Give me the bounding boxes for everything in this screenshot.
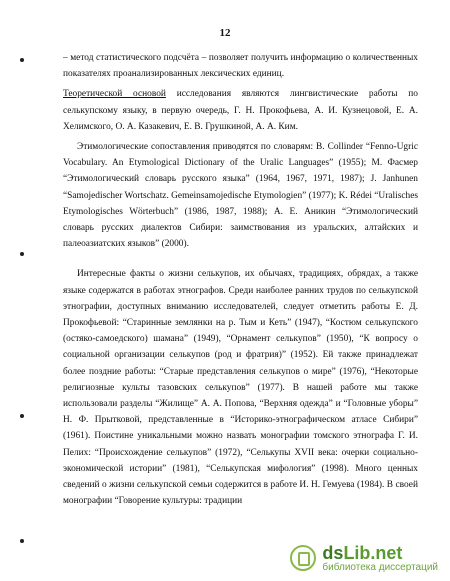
watermark-text xyxy=(322,544,438,573)
watermark-subtitle: библиотека диссертаций xyxy=(322,561,438,573)
page-number: 12 xyxy=(219,27,231,39)
paragraph-methods: – метод статистического подсчёта – позволяет получить информацию о количественных показателях проанализированных лексических единиц. xyxy=(63,53,418,80)
margin-bullet xyxy=(20,539,24,543)
document-body xyxy=(63,50,418,509)
margin-bullet xyxy=(20,414,24,418)
paragraph-etymology: Этимологические сопоставления приводятся по словарям: B. Collinder “Fenno-Ugric Vocabulary. An Etymological Dictionary of the Uralic Languages” (1955); М. Фасмер “Этимологический словарь русского языка” (1964, 1967, 1971, 1987); J. Janhunen “Samojedischer Wortschatz. Gemeinsamojedische Etymologien” (1977); K. Rédei “Uralisches Etymologisches Wörterbuch” (1986, 1987, 1988); А. Е. Аникин “Этимологический словарь русских диалектов Сибири: заимствования из уральских, алтайских и палеоазиатских языков” (2000). xyxy=(63,142,418,250)
watermark-brand: dsLib.net xyxy=(322,542,403,563)
paragraph-theory xyxy=(63,86,418,135)
margin-bullet xyxy=(20,252,24,256)
dslib-logo-icon xyxy=(290,545,316,571)
margin-bullet xyxy=(20,58,24,62)
theory-text: исследования являются лингвистические работы по селькупскому языку, в первую очередь, Г. Н. Прокофьева, А. И. Кузнецовой, Е. А. Хелимского, О. А. Казакевич, Е. В. Грушкиной, А. А. Ким. xyxy=(63,89,418,132)
theory-label: Теоретической основой xyxy=(63,89,166,100)
dslib-watermark xyxy=(290,544,438,573)
paragraph-ethnography: Интересные факты о жизни селькупов, их обычаях, традициях, обрядах, а также языке содержатся в работах этнографов. Среди наиболее ранних трудов по селькупской этнографии, доступных вниманию исследователей, следует отметить работы Е. Д. Прокофьевой: “Старинные землянки на р. Тым и Кеть” (1947), “Костюм селькупского (остяко-самоедского) шамана” (1949), “Орнамент селькупов” (1950), “К вопросу о социальной организации селькупов (род и фратрия)” (1952). Ей также принадлежат более поздние работы: “Старые представления селькупов о мире” (1976), “Некоторые религиозные культы тазовских селькупов” (1977). В нашей работе мы также использовали разделы “Жилище” А. А. Попова, “Верхняя одежда” и “Головные уборы” Н. Ф. Прытковой, представленные в “Историко-этнографическом атласе Сибири” (1961). Поистине уникальными можно назвать монографии томского этнографа Г. И. Пелих: “Происхождение селькупов” (1972), “Селькупы XVII века: очерки социально-экономической истории” (1981), “Селькупская мифология” (1998). Много ценных сведений о жизни селькупской семьи содержится в работе И. Н. Гемуева (1984). В своей монографии “Говорение культуры: традиции xyxy=(63,269,418,507)
